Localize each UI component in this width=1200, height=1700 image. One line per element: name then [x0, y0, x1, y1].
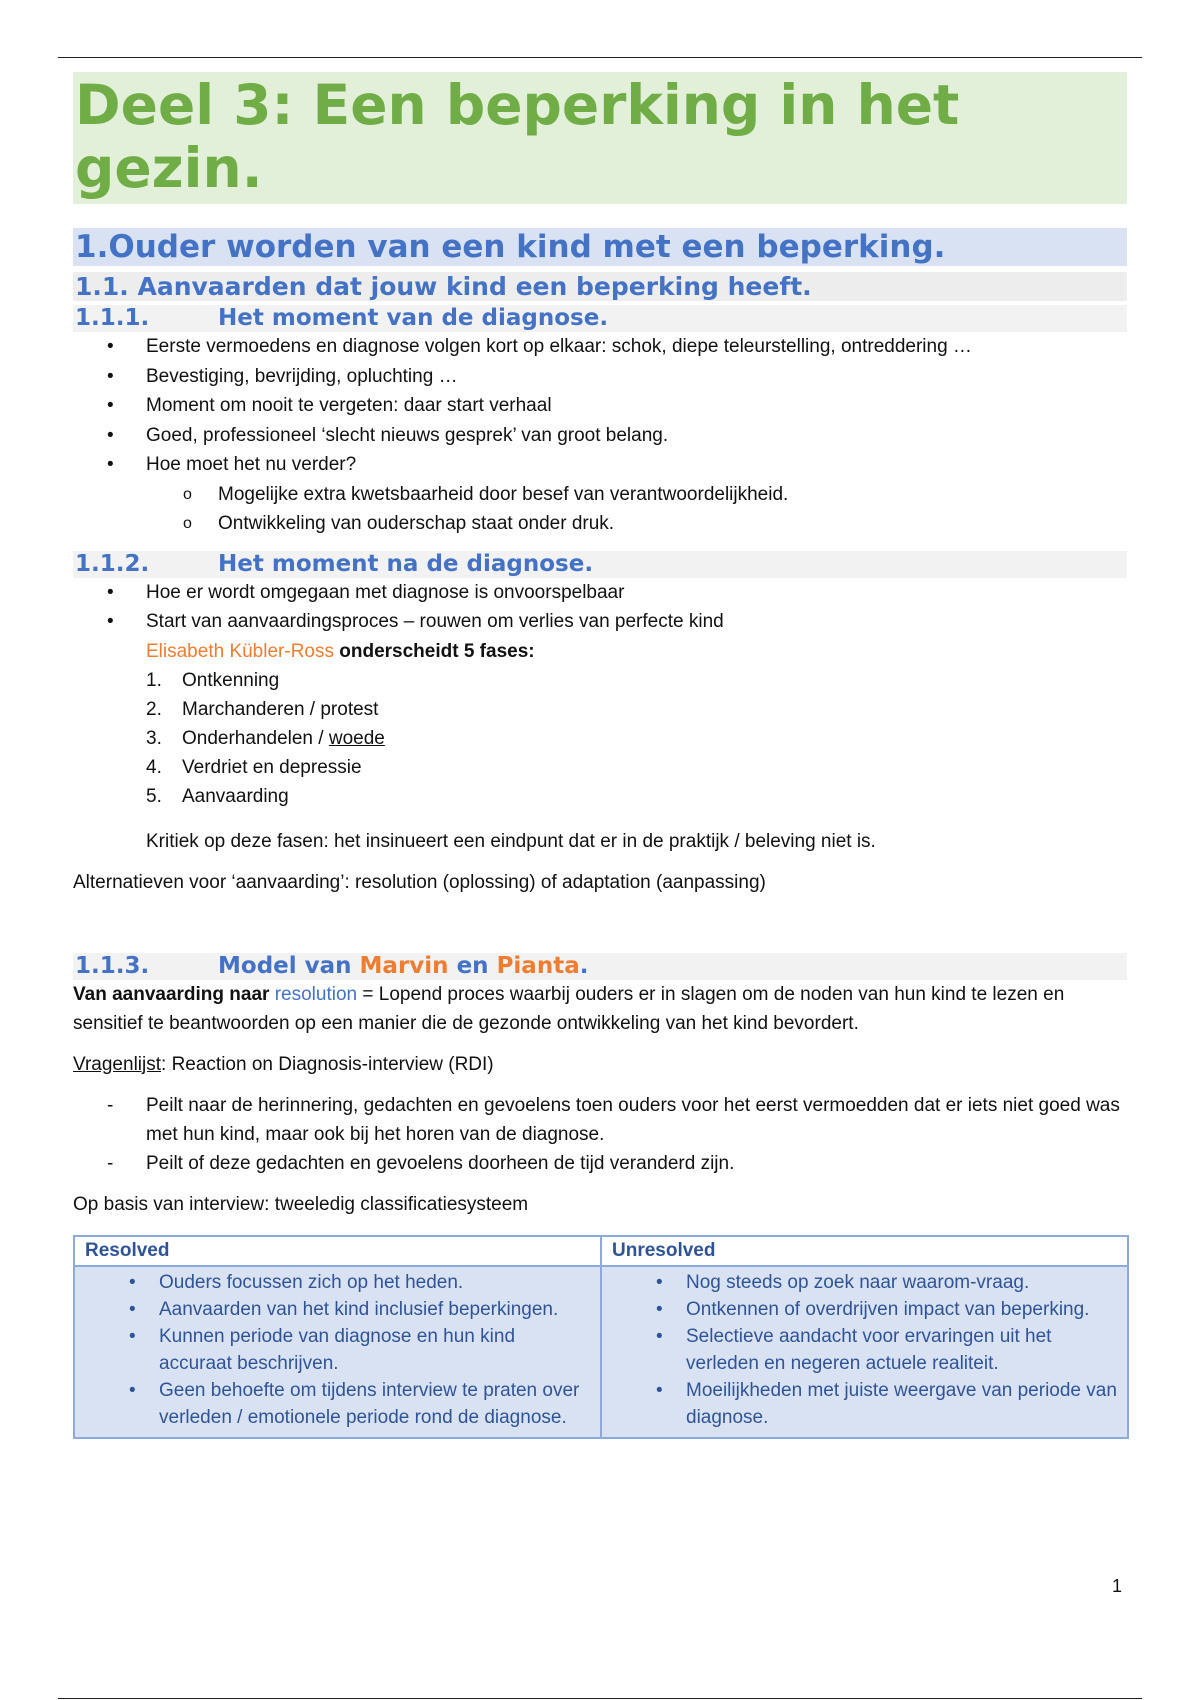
rdi-list — [73, 1091, 1127, 1178]
critique-text: Kritiek op deze fasen: het insinueert een eindpunt dat er in de praktijk / beleving niet is. — [146, 830, 876, 852]
alternatives-text: Alternatieven voor ‘aanvaarding’: resolution (oplossing) of adaptation (aanpassing) — [73, 871, 766, 893]
list-item: - Peilt naar de herinnering, gedachten en gevoelens toen ouders voor het eerst vermoedden dat er iets niet goed was met hun kind, maar ook bij het horen van de diagnose. — [73, 1091, 1127, 1149]
list-item: • Hoe er wordt omgegaan met diagnose is onvoorspelbaar — [73, 578, 1127, 608]
phase-item: 2. Marchanderen / protest — [146, 698, 379, 720]
heading-number: 1.1.1. — [75, 305, 150, 331]
heading-text: Het moment na de diagnose. — [218, 550, 594, 577]
author-pianta: Pianta — [496, 952, 580, 979]
table-list-item: • Aanvaarden van het kind inclusief beperkingen. — [85, 1296, 590, 1323]
list-item: • Moment om nooit te vergeten: daar start verhaal — [73, 391, 1127, 421]
table-list-item: • Ouders focussen zich op het heden. — [85, 1269, 590, 1296]
kubler-ross-name: Elisabeth Kübler-Ross — [146, 640, 334, 662]
heading-1-1: 1.1. Aanvaarden dat jouw kind een beperking heeft. — [73, 272, 1127, 301]
table-list-item: • Moeilijkheden met juiste weergave van periode van diagnose. — [612, 1377, 1117, 1431]
top-rule — [58, 57, 1142, 58]
heading-number: 1.1.2. — [75, 550, 150, 577]
questionnaire-line: Vragenlijst: Reaction on Diagnosis-interview (RDI) — [73, 1053, 494, 1075]
table-list-item: • Geen behoefte om tijdens interview te praten over verleden / emotionele periode rond de diagnose. — [85, 1377, 590, 1431]
heading-text: Model van Marvin en Pianta. — [218, 952, 589, 979]
sub-list-item: o Mogelijke extra kwetsbaarheid door besef van verantwoordelijkheid. — [73, 480, 1127, 510]
list-item: • Bevestiging, bevrijding, opluchting … — [73, 362, 1127, 392]
diagnosis-moment-list — [73, 332, 1127, 480]
heading-number: 1.1.3. — [75, 952, 150, 979]
table-list-item: • Selectieve aandacht voor ervaringen uit het verleden en negeren actuele realiteit. — [612, 1323, 1117, 1377]
list-item: • Eerste vermoedens en diagnose volgen kort op elkaar: schok, diepe teleurstelling, ontreddering … — [73, 332, 1127, 362]
page-number: 1 — [1111, 1576, 1122, 1596]
unresolved-header: Unresolved — [601, 1236, 1128, 1266]
kubler-ross-intro — [73, 637, 1127, 666]
phase-item: 5. Aanvaarding — [146, 785, 289, 807]
list-item: • Start van aanvaardingsproces – rouwen om verlies van perfecte kind — [73, 607, 1127, 637]
heading-1: 1.Ouder worden van een kind met een beperking. — [73, 228, 1127, 266]
table-list-item: • Kunnen periode van diagnose en hun kind accuraat beschrijven. — [85, 1323, 590, 1377]
resolved-cell — [74, 1266, 601, 1438]
bottom-rule — [58, 1698, 1142, 1699]
unresolved-cell — [601, 1266, 1128, 1438]
list-item: • Hoe moet het nu verder? — [73, 450, 1127, 480]
phase-item: 3. Onderhandelen / woede — [146, 727, 385, 749]
kubler-ross-rest: onderscheidt 5 fases: — [333, 640, 535, 662]
heading-1-1-2 — [73, 551, 1127, 578]
author-marvin: Marvin — [359, 952, 449, 979]
list-item: - Peilt of deze gedachten en gevoelens doorheen de tijd veranderd zijn. — [73, 1149, 1127, 1178]
sub-list — [73, 480, 1127, 539]
phase-item: 1. Ontkenning — [146, 669, 280, 691]
phase-item: 4. Verdriet en depressie — [146, 756, 362, 778]
document-title: Deel 3: Een beperking in het gezin. — [73, 72, 1127, 204]
resolution-definition: Van aanvaarding naar resolution = Lopend proces waarbij ouders er in slagen om de noden van hun kind te lezen en sensitief te beantwoorden op een manier die de gezonde ontwikkeling van het kind bevordert. — [73, 983, 1065, 1034]
after-diagnosis-list — [73, 578, 1127, 637]
sub-list-item: o Ontwikkeling van ouderschap staat onder druk. — [73, 509, 1127, 539]
table-list-item: • Ontkennen of overdrijven impact van beperking. — [612, 1296, 1117, 1323]
heading-text: Het moment van de diagnose. — [218, 305, 609, 331]
list-item: • Goed, professioneel ‘slecht nieuws gesprek’ van groot belang. — [73, 421, 1127, 451]
classification-table — [73, 1235, 1129, 1439]
heading-1-1-3 — [73, 953, 1127, 980]
heading-1-1-1 — [73, 305, 1127, 332]
classification-intro: Op basis van interview: tweeledig classificatiesysteem — [73, 1193, 529, 1215]
phases-list — [73, 666, 1127, 811]
document-page — [73, 72, 1127, 1439]
table-list-item: • Nog steeds op zoek naar waarom-vraag. — [612, 1269, 1117, 1296]
resolved-header: Resolved — [74, 1236, 601, 1266]
